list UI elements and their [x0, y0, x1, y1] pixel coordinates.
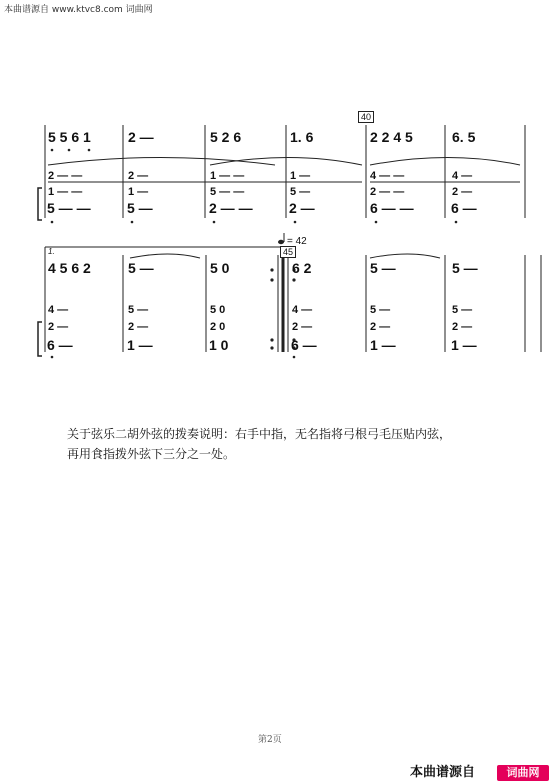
s1-voice3-m2: 1 —	[128, 186, 149, 198]
s1-voice2-m4: 1 —	[290, 170, 311, 182]
s1-melody-m4: 1. 6	[290, 129, 314, 145]
s2-voice2-m6: 5 —	[452, 304, 473, 316]
s1-melody-m3: 5 2 6	[210, 129, 242, 145]
s1-voice3-m3: 5 — —	[210, 186, 245, 198]
s1-bass-m4: 2 —	[289, 200, 315, 216]
s2-melody-m5: 5 —	[370, 260, 396, 276]
s2-bass-m6: 1 —	[451, 337, 477, 353]
s1-voice3-m1: 1 — —	[48, 186, 83, 198]
s2-melody-m1: 4 5 6 2	[48, 260, 91, 276]
s1-bass-m6: 6 —	[451, 200, 477, 216]
s1-bass-m1: 5 — —	[47, 200, 91, 216]
s2-bass-m4: 6 —	[291, 337, 317, 353]
s2-melody-m2: 5 —	[128, 260, 154, 276]
rehearsal-mark-40: 40	[358, 111, 374, 123]
s1-voice2-m3: 1 — —	[210, 170, 245, 182]
source-header: 本曲谱源自 www.ktvc8.com 词曲网	[4, 5, 153, 15]
s2-melody-m3: 5 0	[210, 260, 230, 276]
s1-melody-m2: 2 —	[128, 129, 154, 145]
s1-voice2-m6: 4 —	[452, 170, 473, 182]
s1-voice2-m5: 4 — —	[370, 170, 405, 182]
page-number: 第2页	[258, 735, 282, 745]
s1-voice2-m2: 2 —	[128, 170, 149, 182]
s1-bass-m5: 6 — —	[370, 200, 414, 216]
s2-bass-m2: 1 —	[127, 337, 153, 353]
plucking-explanation	[67, 424, 507, 464]
s1-melody-m5: 2 2 4 5	[370, 129, 413, 145]
explanation-line-2: 再用食指拨外弦下三分之一处。	[67, 447, 236, 461]
s2-voice3-m6: 2 —	[452, 321, 473, 333]
s1-bass-m3: 2 — —	[209, 200, 253, 216]
s1-voice3-m5: 2 — —	[370, 186, 405, 198]
s2-bass-m3: 1 0	[209, 337, 229, 353]
s1-melody-m1: 5 5 6 1	[48, 129, 91, 145]
s1-voice3-m4: 5 —	[290, 186, 311, 198]
s2-melody-m6: 5 —	[452, 260, 478, 276]
s2-voice2-m1: 4 —	[48, 304, 69, 316]
footer-brand: 本曲谱源自	[409, 765, 475, 780]
s1-melody-m6: 6. 5	[452, 129, 476, 145]
s2-voice3-m4: 2 —	[292, 321, 313, 333]
s2-bass-m1: 6 —	[47, 337, 73, 353]
s1-voice2-m1: 2 — —	[48, 170, 83, 182]
s2-voice2-m4: 4 —	[292, 304, 313, 316]
s2-voice3-m2: 2 —	[128, 321, 149, 333]
s2-bass-m5: 1 —	[370, 337, 396, 353]
first-ending-label: 1.	[48, 247, 55, 256]
s2-melody-m4: 6 2	[292, 260, 312, 276]
s1-voice3-m6: 2 —	[452, 186, 473, 198]
s2-voice3-m1: 2 —	[48, 321, 69, 333]
s2-voice2-m3: 5 0	[210, 304, 226, 316]
explanation-line-1: 关于弦乐二胡外弦的拨奏说明：右手中指，无名指将弓根弓毛压贴内弦，	[67, 427, 452, 441]
s2-voice2-m2: 5 —	[128, 304, 149, 316]
s2-voice2-m5: 5 —	[370, 304, 391, 316]
s1-bass-m2: 5 —	[127, 200, 153, 216]
tempo-mark: = 42	[287, 236, 307, 247]
site-logo[interactable]: 词曲网	[497, 765, 549, 781]
s2-voice3-m5: 2 —	[370, 321, 391, 333]
rehearsal-mark-45: 45	[280, 246, 296, 258]
s2-voice3-m3: 2 0	[210, 321, 226, 333]
